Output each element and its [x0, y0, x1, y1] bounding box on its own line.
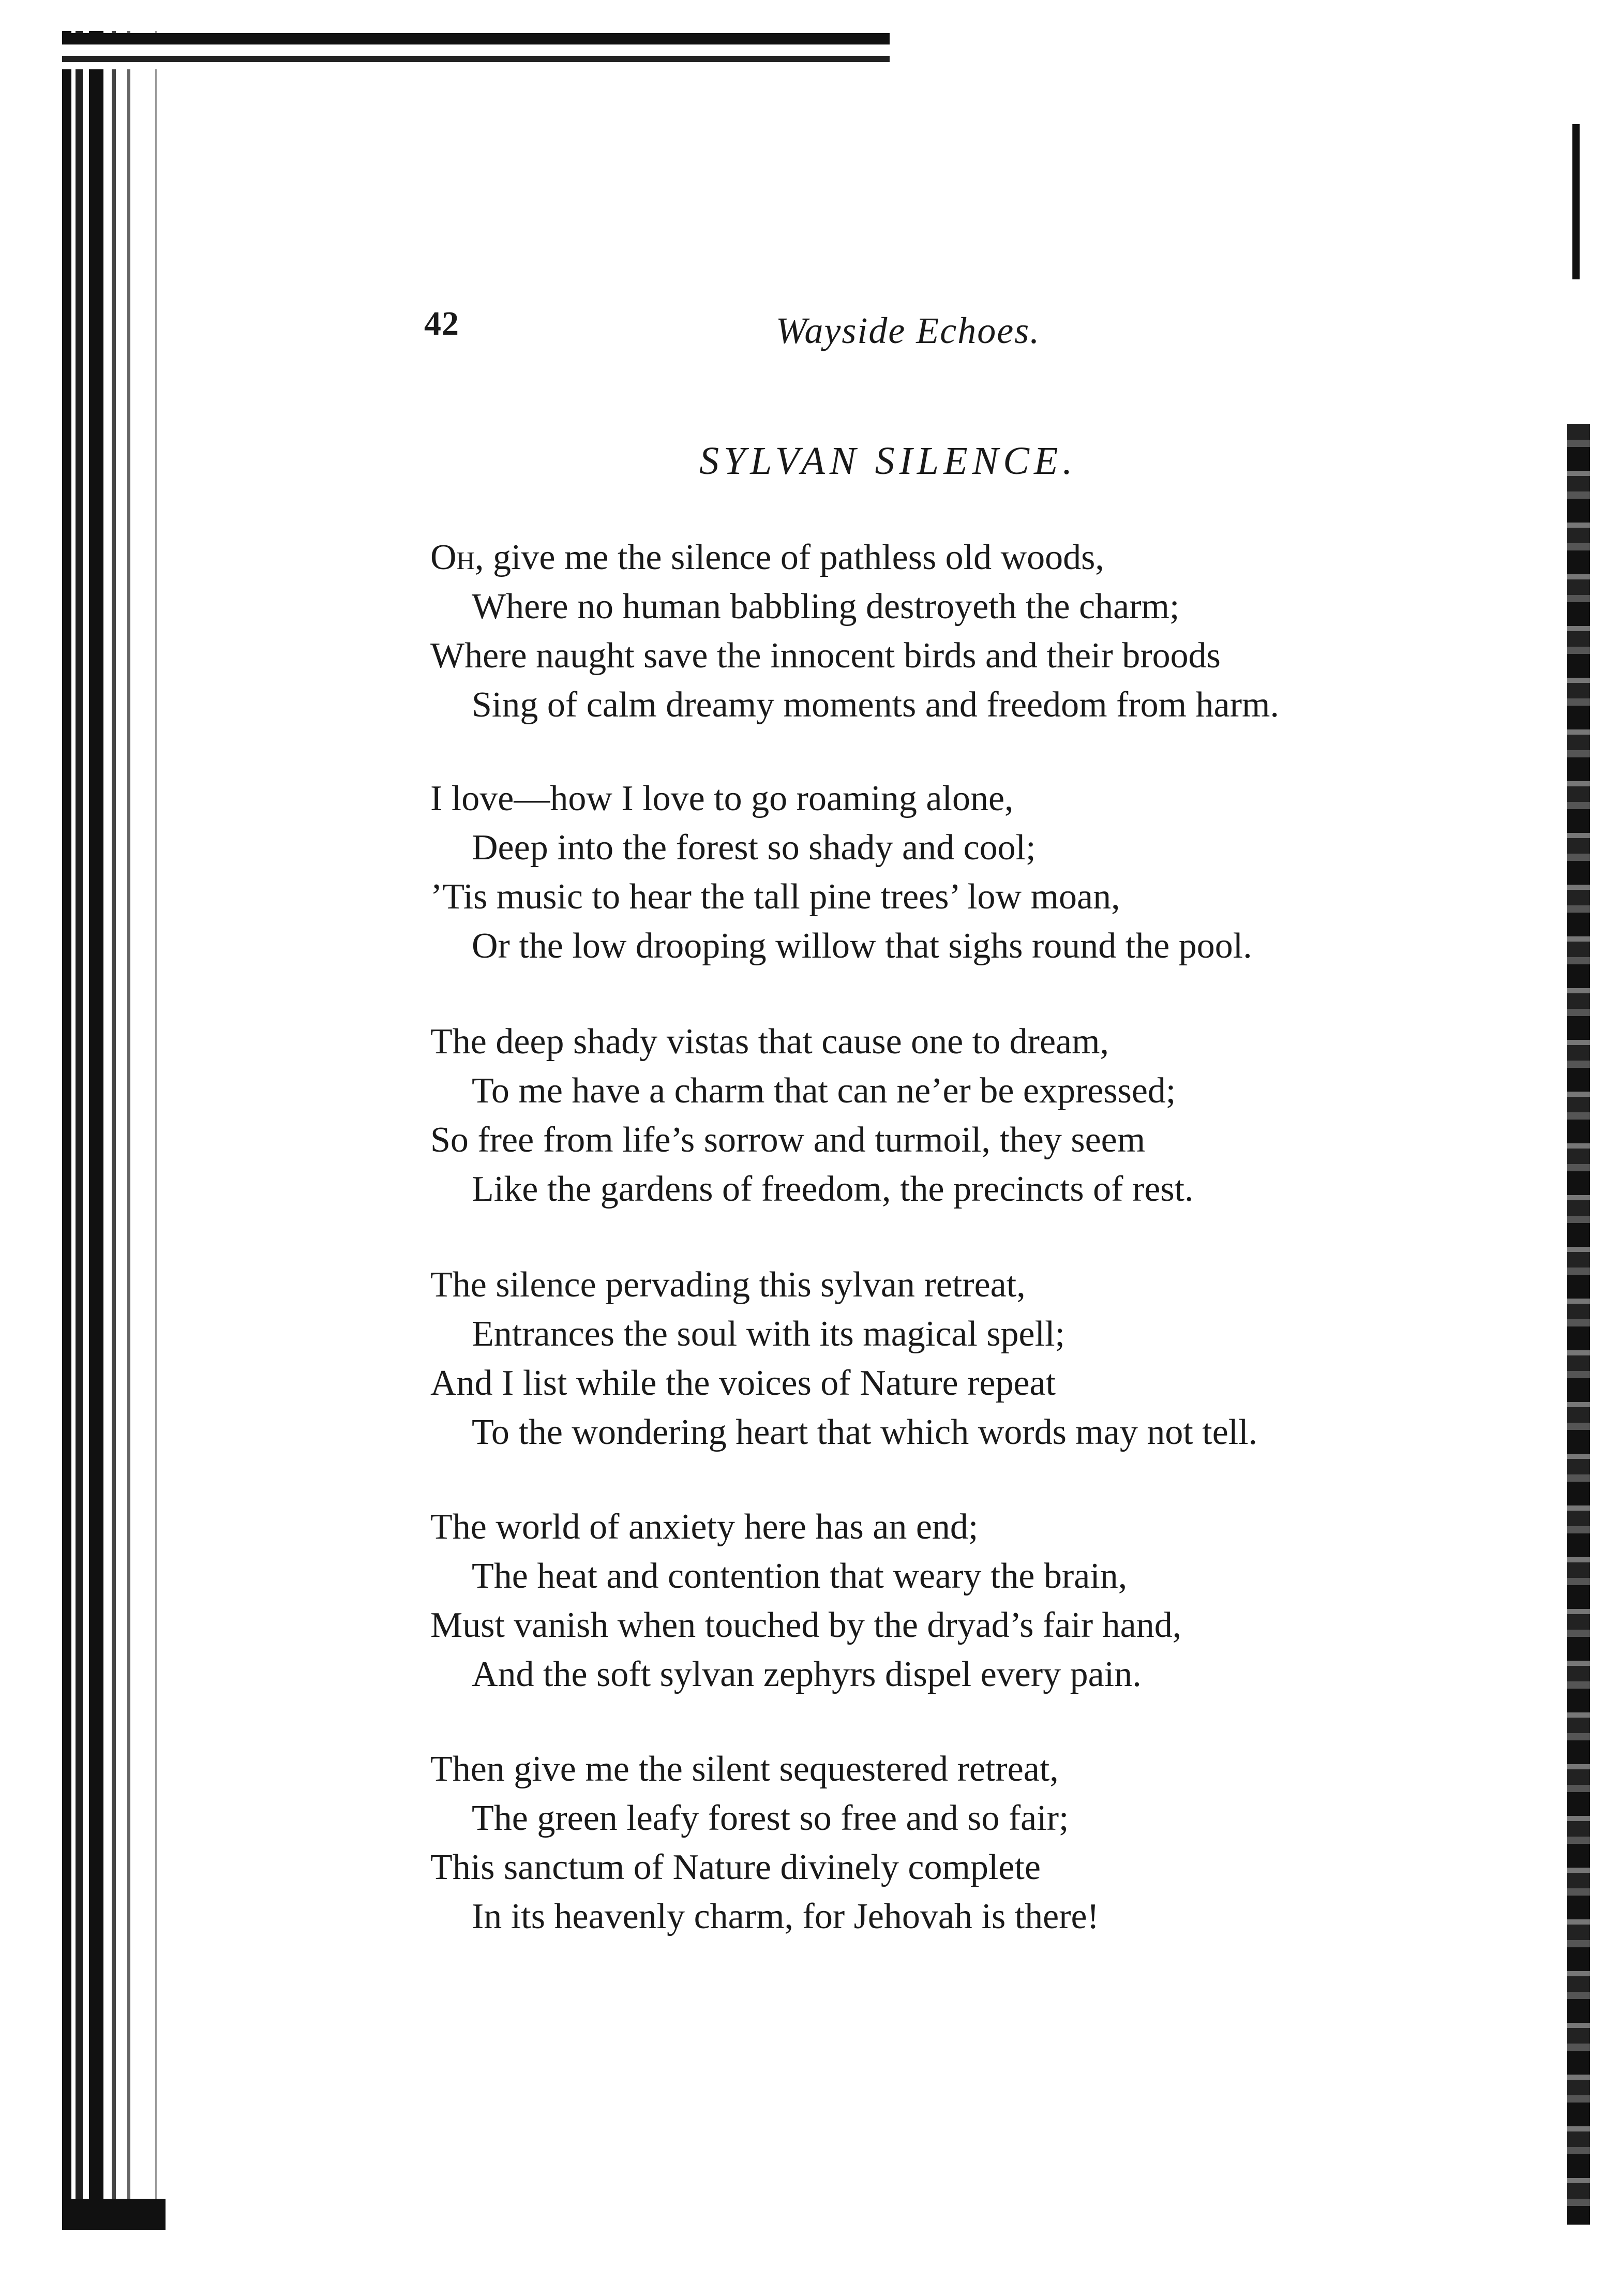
verse-line: I love—how I love to go roaming alone, [430, 779, 1014, 818]
verse-line: Sing of calm dreamy moments and freedom from harm. [472, 685, 1279, 725]
verse-line-text: , give me the silence of pathless old woods, [474, 538, 1104, 577]
verse-line: Or the low drooping willow that sighs round the pool. [472, 926, 1252, 966]
running-head: Wayside Echoes. [776, 310, 1041, 351]
scanned-page-edge-right [1567, 424, 1590, 2225]
verse-line: So free from life’s sorrow and turmoil, they seem [430, 1120, 1146, 1160]
page-number: 42 [424, 305, 459, 342]
verse-line: To the wondering heart that which words may not tell. [472, 1412, 1258, 1452]
scanned-binding-edge-left [62, 31, 217, 2230]
stanza-6 [430, 1745, 1517, 1941]
poem-title: SYLVAN SILENCE. [699, 439, 1077, 483]
verse-line: The deep shady vistas that cause one to dream, [430, 1022, 1109, 1062]
verse-line: The world of anxiety here has an end; [430, 1507, 979, 1547]
verse-line: ’Tis music to hear the tall pine trees’ low moan, [430, 877, 1120, 917]
verse-line: Like the gardens of freedom, the precincts of rest. [472, 1169, 1194, 1209]
verse-line: This sanctum of Nature divinely complete [430, 1847, 1041, 1887]
scanned-binding-edge-bottom [62, 2199, 166, 2230]
stanza-3 [430, 1017, 1517, 1214]
verse-line: And the soft sylvan zephyrs dispel every pain. [472, 1654, 1142, 1694]
scanned-page-edge-right-top [1572, 124, 1580, 279]
verse-line [430, 533, 1517, 582]
verse-line: Where no human babbling destroyeth the charm; [472, 587, 1180, 627]
verse-line: Where naught save the innocent birds and their broods [430, 636, 1221, 676]
verse-line: Must vanish when touched by the dryad’s fair hand, [430, 1605, 1182, 1645]
verse-line: Then give me the silent sequestered retreat, [430, 1749, 1059, 1789]
stanza-1 [430, 533, 1517, 729]
verse-line: The green leafy forest so free and so fair; [472, 1798, 1069, 1838]
verse-line: And I list while the voices of Nature repeat [430, 1363, 1056, 1403]
stanza-4 [430, 1260, 1517, 1457]
verse-line: To me have a charm that can ne’er be expressed; [472, 1071, 1176, 1111]
scanned-binding-edge-top [62, 33, 890, 69]
verse-line: Deep into the forest so shady and cool; [472, 828, 1036, 868]
stanza-2 [430, 774, 1517, 971]
verse-initial-word: Oh [430, 538, 475, 577]
verse-line: Entrances the soul with its magical spell; [472, 1314, 1065, 1354]
verse-line: In its heavenly charm, for Jehovah is there! [472, 1897, 1099, 1936]
stanza-5 [430, 1502, 1517, 1699]
verse-line: The silence pervading this sylvan retreat, [430, 1265, 1026, 1305]
verse-line: The heat and contention that weary the brain, [472, 1556, 1128, 1596]
